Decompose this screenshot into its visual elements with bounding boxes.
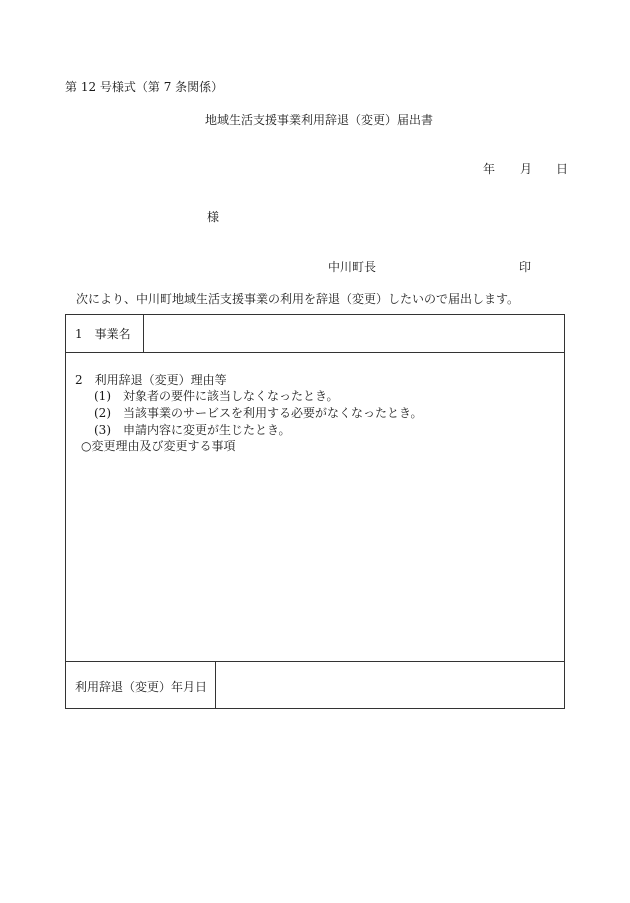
reason-row [66,353,564,662]
date-day-label: 日 [556,162,569,176]
change-details-label: ○変更理由及び変更する事項 [81,439,236,453]
withdrawal-date-field[interactable] [216,662,564,708]
withdrawal-date-label: 利用辞退（変更）年月日 [75,680,208,694]
reason-item-1: (1) 対象者の要件に該当しなくなったとき。 [94,389,339,403]
reason-item-3: (3) 申請内容に変更が生じたとき。 [94,423,291,437]
intro-statement: 次により、中川町地域生活支援事業の利用を辞退（変更）したいので届出します。 [76,292,520,306]
page-title: 地域生活支援事業利用辞退（変更）届出書 [205,113,434,127]
reason-item-2: (2) 当該事業のサービスを利用する必要がなくなったとき。 [94,406,423,420]
business-name-label: 1 事業名 [75,327,131,341]
form-number: 第 12 号様式（第 7 条関係） [65,80,224,94]
date-year-label: 年 [483,162,496,176]
form-table [65,314,565,709]
business-name-row [66,315,564,353]
reason-heading: 2 利用辞退（変更）理由等 [75,373,227,387]
addressee-honorific: 様 [207,210,220,224]
withdrawal-date-row [66,662,564,708]
change-details-field[interactable] [81,457,554,651]
business-name-label-cell [66,315,144,352]
applicant-label: 中川町長 [328,260,377,274]
date-month-label: 月 [520,162,533,176]
withdrawal-date-label-cell [66,662,216,708]
business-name-field[interactable] [144,315,564,352]
seal-mark: 印 [519,260,532,274]
